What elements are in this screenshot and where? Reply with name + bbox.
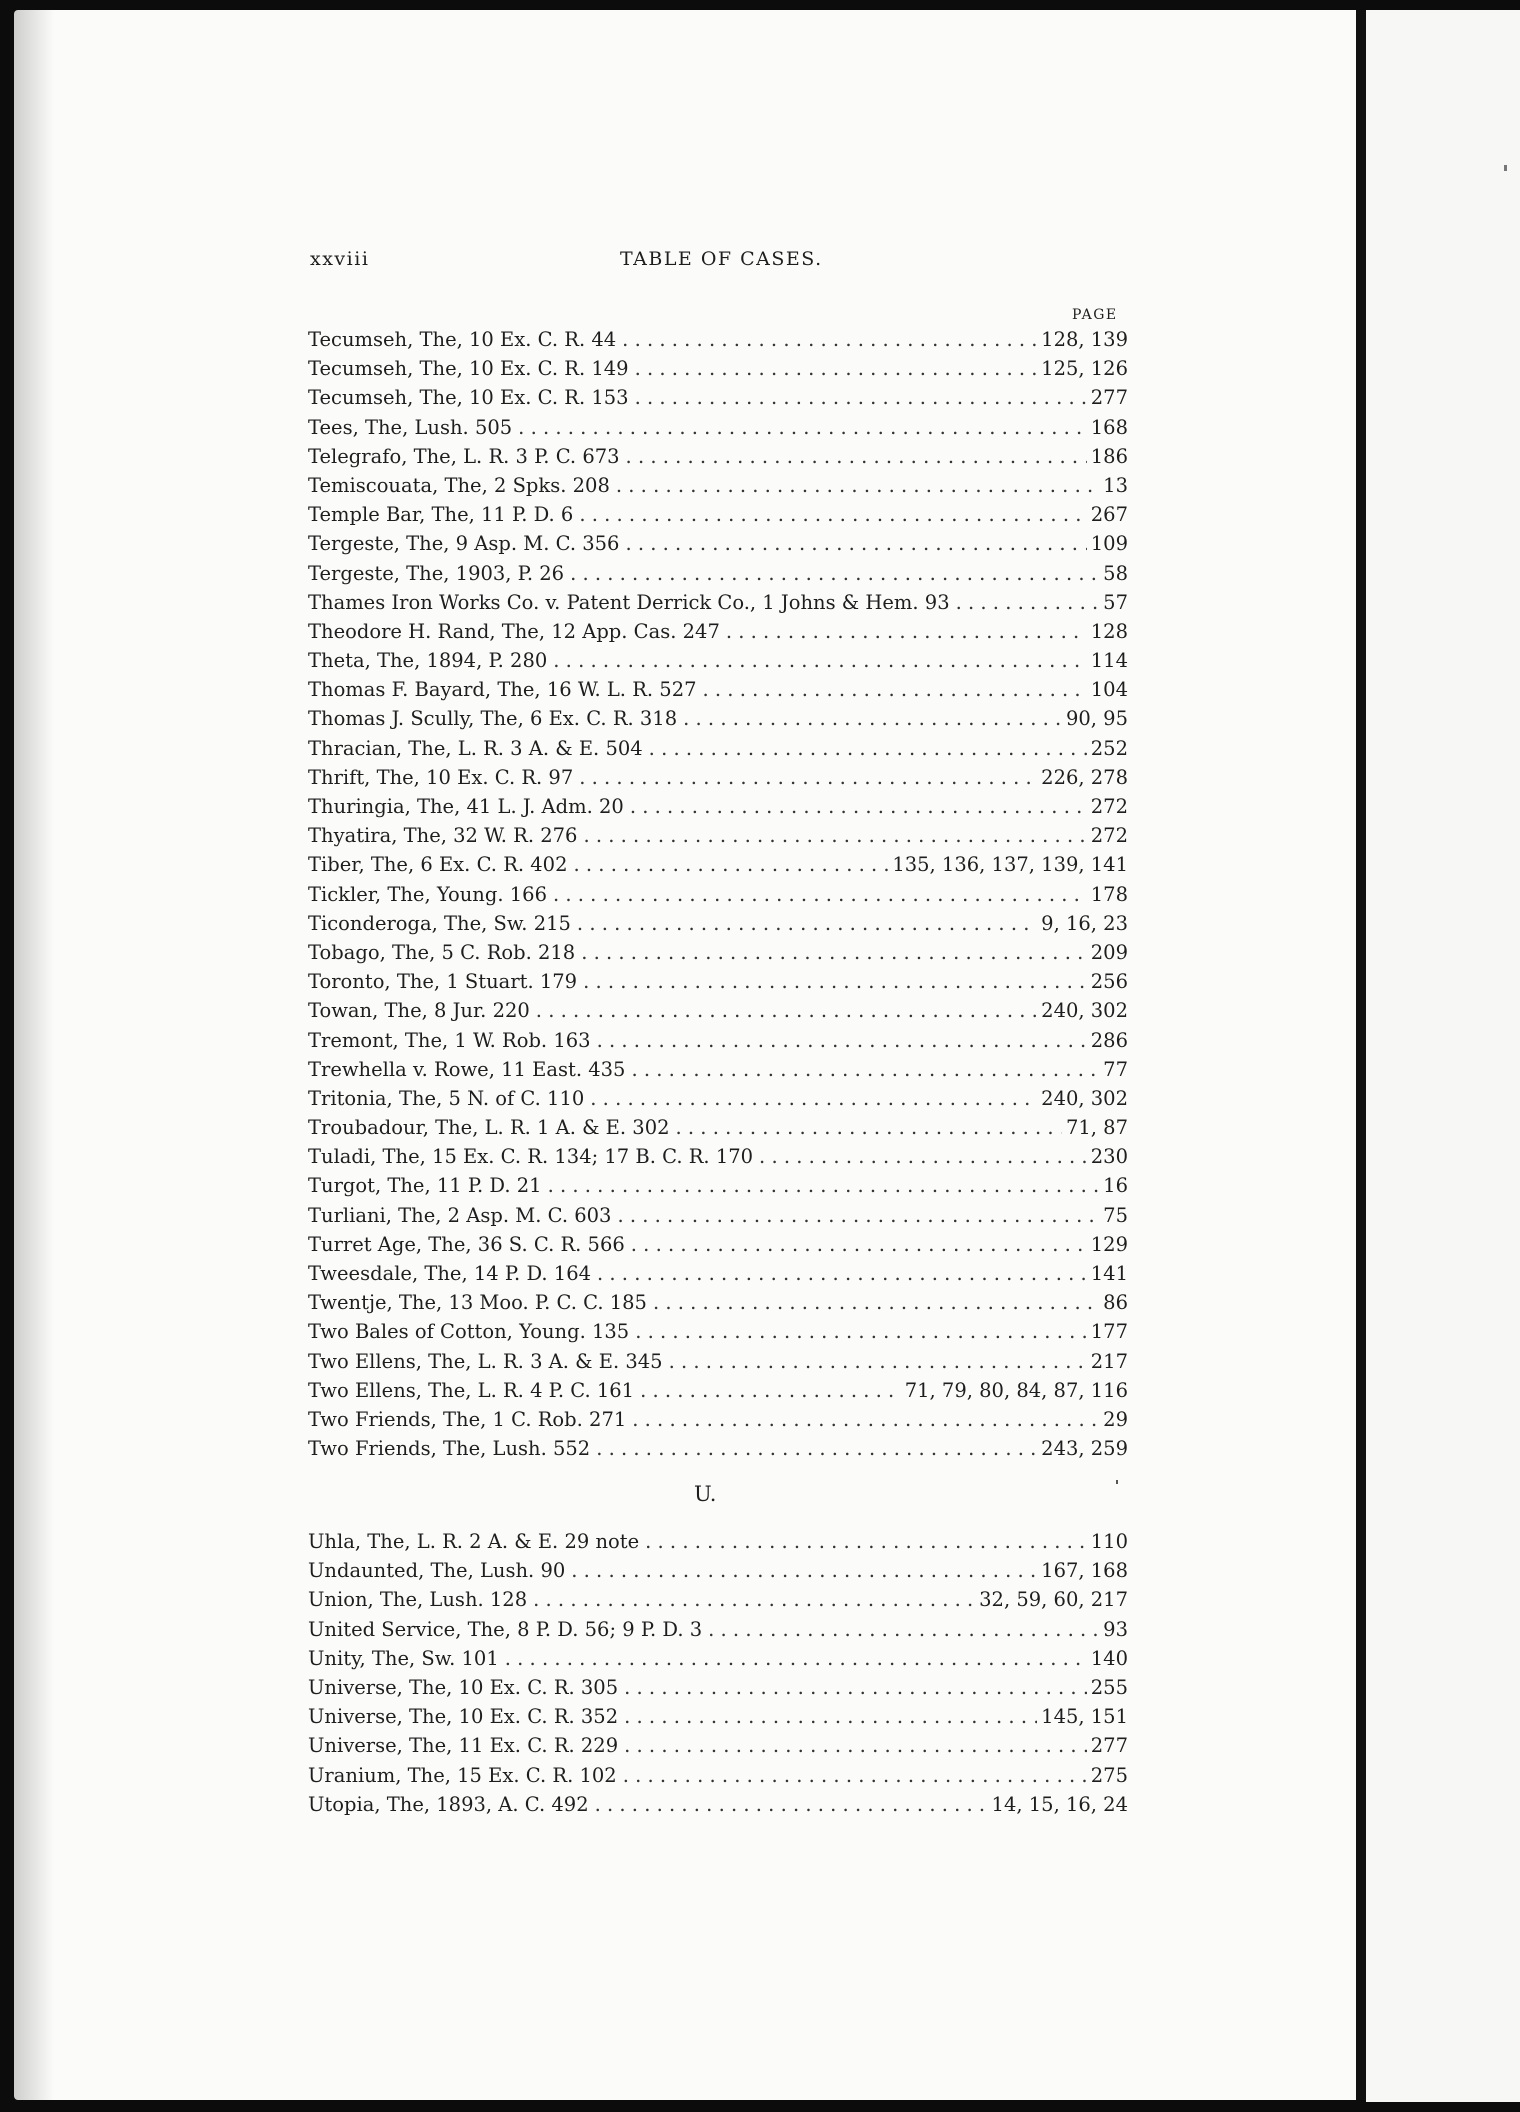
case-name: Tergeste, The, 1903, P. 26: [308, 561, 565, 585]
dot-leader: [708, 1618, 1099, 1641]
case-entry: [308, 912, 1128, 941]
case-entry: [308, 970, 1128, 999]
dot-leader: [623, 1764, 1087, 1787]
running-title: TABLE OF CASES.: [620, 248, 823, 270]
dot-leader: [635, 386, 1087, 409]
case-pages: 243, 259: [1041, 1437, 1128, 1461]
case-name: Ticonderoga, The, Sw. 215: [308, 911, 571, 935]
case-name: Thracian, The, L. R. 3 A. & E. 504: [308, 736, 643, 760]
case-entry: [308, 1734, 1128, 1763]
case-name: Uranium, The, 15 Ex. C. R. 102: [308, 1763, 617, 1787]
case-name: Tecumseh, The, 10 Ex. C. R. 149: [308, 357, 629, 381]
case-entry: [308, 1530, 1128, 1559]
dot-leader: [622, 328, 1037, 351]
case-pages: 77: [1103, 1057, 1128, 1081]
case-name: Thomas J. Scully, The, 6 Ex. C. R. 318: [308, 707, 678, 731]
case-entry: [308, 1437, 1128, 1466]
case-name: Two Ellens, The, L. R. 3 A. & E. 345: [308, 1349, 663, 1373]
case-pages: 140: [1090, 1646, 1128, 1670]
case-entry: [308, 1559, 1128, 1588]
case-entry: [308, 1676, 1128, 1705]
case-entry: [308, 1233, 1128, 1262]
case-name: Tecumseh, The, 10 Ex. C. R. 44: [308, 328, 617, 351]
page-folio: xxviii: [310, 248, 370, 270]
dot-leader: [669, 1350, 1087, 1373]
case-pages: 240, 302: [1041, 1086, 1128, 1110]
case-entry: [308, 1647, 1128, 1676]
print-speck: [1116, 1480, 1118, 1484]
dot-leader: [631, 1233, 1087, 1256]
dot-leader: [624, 1734, 1087, 1757]
binding-shadow: [14, 10, 54, 2100]
case-pages: 230: [1090, 1145, 1128, 1169]
dot-leader: [635, 357, 1038, 380]
dot-leader: [553, 883, 1087, 906]
running-header: [310, 248, 1130, 278]
dot-leader: [583, 824, 1086, 847]
case-pages: 141: [1090, 1262, 1128, 1285]
case-pages: 277: [1090, 1734, 1128, 1758]
case-pages: 32, 59, 60, 217: [979, 1588, 1128, 1612]
case-list-t: [308, 328, 1128, 1466]
case-name: Unity, The, Sw. 101: [308, 1646, 499, 1670]
case-name: Undaunted, The, Lush. 90: [308, 1559, 566, 1583]
dot-leader: [759, 1145, 1087, 1168]
case-pages: 167, 168: [1041, 1559, 1128, 1583]
case-name: Tiber, The, 6 Ex. C. R. 402: [308, 853, 568, 877]
case-entry: [308, 1320, 1128, 1349]
case-name: Universe, The, 10 Ex. C. R. 305: [308, 1675, 619, 1699]
case-entry: [308, 1291, 1128, 1320]
case-pages: 217: [1090, 1349, 1128, 1373]
case-pages: 104: [1090, 678, 1128, 702]
case-list-u: [308, 1530, 1128, 1822]
case-pages: 128: [1090, 619, 1128, 643]
case-name: Turgot, The, 11 P. D. 21: [308, 1174, 542, 1198]
dot-leader: [553, 649, 1086, 672]
case-entry: [308, 503, 1128, 532]
dot-leader: [597, 1029, 1087, 1052]
case-entry: [308, 532, 1128, 561]
case-entry: [308, 445, 1128, 474]
case-entry: [308, 795, 1128, 824]
dot-leader: [581, 941, 1087, 964]
case-name: Turret Age, The, 36 S. C. R. 566: [308, 1232, 625, 1256]
dot-leader: [571, 1559, 1037, 1582]
case-entry: [308, 1116, 1128, 1145]
case-name: Tremont, The, 1 W. Rob. 163: [308, 1028, 591, 1052]
page-column-label: PAGE: [1072, 307, 1118, 323]
dot-leader: [590, 1087, 1037, 1110]
case-name: Two Ellens, The, L. R. 4 P. C. 161: [308, 1378, 635, 1402]
case-entry: [308, 649, 1128, 678]
case-pages: 128, 139: [1041, 328, 1128, 351]
case-pages: 125, 126: [1041, 357, 1128, 381]
case-name: Temple Bar, The, 11 P. D. 6: [308, 503, 574, 527]
case-pages: 226, 278: [1041, 765, 1128, 789]
dot-leader: [616, 474, 1099, 497]
case-pages: 267: [1090, 503, 1128, 527]
case-name: Tees, The, Lush. 505: [308, 415, 513, 439]
case-name: Tergeste, The, 9 Asp. M. C. 356: [308, 532, 620, 556]
case-name: Two Bales of Cotton, Young. 135: [308, 1320, 630, 1344]
case-entry: [308, 1174, 1128, 1203]
case-name: Uhla, The, L. R. 2 A. & E. 29 note: [308, 1530, 640, 1553]
facing-page: [1366, 10, 1520, 2102]
case-pages: 14, 15, 16, 24: [991, 1792, 1128, 1816]
section-heading-u: U.: [694, 1482, 717, 1506]
case-name: Tecumseh, The, 10 Ex. C. R. 153: [308, 386, 629, 410]
case-pages: 168: [1090, 415, 1128, 439]
case-name: Tobago, The, 5 C. Rob. 218: [308, 940, 576, 964]
case-entry: [308, 357, 1128, 386]
dot-leader: [726, 620, 1087, 643]
case-entry: [308, 824, 1128, 853]
case-entry: [308, 1588, 1128, 1617]
case-entry: [308, 1705, 1128, 1734]
case-pages: 109: [1090, 532, 1128, 556]
case-pages: 93: [1103, 1617, 1128, 1641]
case-pages: 240, 302: [1041, 999, 1128, 1023]
case-pages: 13: [1103, 473, 1128, 497]
case-entry: [308, 562, 1128, 591]
dot-leader: [574, 853, 889, 876]
dot-leader: [956, 591, 1100, 614]
case-pages: 58: [1103, 561, 1128, 585]
case-name: Thuringia, The, 41 L. J. Adm. 20: [308, 795, 624, 818]
case-pages: 256: [1090, 970, 1128, 994]
case-name: Thyatira, The, 32 W. R. 276: [308, 824, 578, 848]
case-entry: [308, 620, 1128, 649]
case-name: Temiscouata, The, 2 Spks. 208: [308, 473, 610, 497]
case-entry: [308, 416, 1128, 445]
dot-leader: [505, 1647, 1087, 1670]
case-name: Theta, The, 1894, P. 280: [308, 649, 548, 673]
case-pages: 145, 151: [1041, 1705, 1128, 1729]
case-entry: [308, 1408, 1128, 1437]
case-pages: 86: [1103, 1291, 1128, 1315]
dot-leader: [536, 999, 1037, 1022]
case-entry: [308, 1379, 1128, 1408]
case-pages: 272: [1090, 824, 1128, 848]
case-entry: [308, 1145, 1128, 1174]
dot-leader: [683, 707, 1062, 730]
case-pages: 255: [1090, 1675, 1128, 1699]
case-name: Union, The, Lush. 128: [308, 1588, 528, 1612]
dot-leader: [579, 503, 1086, 526]
case-entry: [308, 883, 1128, 912]
case-entry: [308, 1764, 1128, 1793]
case-entry: [308, 1029, 1128, 1058]
case-name: Trewhella v. Rowe, 11 East. 435: [308, 1057, 626, 1081]
case-pages: 286: [1090, 1028, 1128, 1052]
case-entry: [308, 1618, 1128, 1647]
page-gutter: [1356, 10, 1366, 2100]
case-entry: [308, 328, 1128, 357]
case-pages: 75: [1103, 1203, 1128, 1227]
case-name: United Service, The, 8 P. D. 56; 9 P. D. 3: [308, 1617, 703, 1641]
case-name: Thames Iron Works Co. v. Patent Derrick Co., 1 Johns & Hem. 93: [308, 590, 950, 614]
case-entry: [308, 1058, 1128, 1087]
case-name: Twentje, The, 13 Moo. P. C. C. 185: [308, 1291, 647, 1315]
case-name: Universe, The, 11 Ex. C. R. 229: [308, 1734, 619, 1758]
dot-leader: [595, 1793, 988, 1816]
dot-leader: [653, 1291, 1099, 1314]
dot-leader: [630, 795, 1087, 818]
dot-leader: [533, 1588, 975, 1611]
dot-leader: [676, 1116, 1062, 1139]
case-name: Thrift, The, 10 Ex. C. R. 97: [308, 765, 574, 789]
case-entry: [308, 1087, 1128, 1116]
case-entry: [308, 1793, 1128, 1822]
case-pages: 57: [1103, 590, 1128, 614]
dot-leader: [626, 445, 1087, 468]
dot-leader: [617, 1204, 1099, 1227]
case-name: Telegrafo, The, L. R. 3 P. C. 673: [308, 444, 620, 468]
case-pages: 71, 79, 80, 84, 87, 116: [904, 1378, 1128, 1402]
case-pages: 272: [1090, 795, 1128, 818]
case-pages: 114: [1090, 649, 1128, 673]
case-name: Tweesdale, The, 14 P. D. 164: [308, 1262, 592, 1285]
case-name: Troubadour, The, L. R. 1 A. & E. 302: [308, 1116, 670, 1140]
case-pages: 209: [1090, 940, 1128, 964]
dot-leader: [631, 1058, 1099, 1081]
dot-leader: [640, 1379, 901, 1402]
dot-leader: [579, 766, 1037, 789]
case-pages: 178: [1090, 882, 1128, 906]
case-pages: 135, 136, 137, 139, 141: [892, 853, 1128, 877]
dot-leader: [596, 1437, 1037, 1460]
dot-leader: [649, 737, 1087, 760]
case-pages: 9, 16, 23: [1041, 911, 1128, 935]
facing-page-mark: [1504, 165, 1507, 171]
case-entry: [308, 707, 1128, 736]
case-pages: 186: [1090, 444, 1128, 468]
case-entry: [308, 737, 1128, 766]
case-entry: [308, 1204, 1128, 1233]
dot-leader: [548, 1174, 1100, 1197]
dot-leader: [577, 912, 1037, 935]
case-name: Towan, The, 8 Jur. 220: [308, 999, 530, 1023]
case-entry: [308, 941, 1128, 970]
case-pages: 277: [1090, 386, 1128, 410]
case-pages: 29: [1103, 1407, 1128, 1431]
dot-leader: [570, 562, 1099, 585]
case-pages: 177: [1090, 1320, 1128, 1344]
case-entry: [308, 999, 1128, 1028]
dot-leader: [703, 678, 1087, 701]
case-name: Toronto, The, 1 Stuart. 179: [308, 970, 578, 994]
case-pages: 16: [1103, 1174, 1128, 1198]
dot-leader: [624, 1676, 1087, 1699]
dot-leader: [632, 1408, 1099, 1431]
case-name: Turliani, The, 2 Asp. M. C. 603: [308, 1203, 612, 1227]
case-entry: [308, 1350, 1128, 1379]
case-entry: [308, 678, 1128, 707]
case-name: Thomas F. Bayard, The, 16 W. L. R. 527: [308, 678, 697, 702]
dot-leader: [635, 1320, 1087, 1343]
case-entry: [308, 474, 1128, 503]
case-pages: 71, 87: [1065, 1116, 1128, 1140]
case-pages: 110: [1090, 1530, 1128, 1553]
dot-leader: [597, 1262, 1087, 1285]
case-pages: 252: [1090, 736, 1128, 760]
case-entry: [308, 766, 1128, 795]
case-entry: [308, 386, 1128, 415]
dot-leader: [518, 416, 1087, 439]
dot-leader: [625, 532, 1086, 555]
case-pages: 90, 95: [1065, 707, 1128, 731]
case-name: Tuladi, The, 15 Ex. C. R. 134; 17 B. C. R. 170: [308, 1145, 754, 1169]
case-name: Theodore H. Rand, The, 12 App. Cas. 247: [308, 619, 720, 643]
case-entry: [308, 853, 1128, 882]
case-entry: [308, 1262, 1128, 1291]
dot-leader: [624, 1705, 1037, 1728]
dot-leader: [645, 1530, 1087, 1553]
case-name: Two Friends, The, Lush. 552: [308, 1437, 591, 1461]
case-name: Two Friends, The, 1 C. Rob. 271: [308, 1407, 627, 1431]
dot-leader: [583, 970, 1087, 993]
case-name: Universe, The, 10 Ex. C. R. 352: [308, 1705, 619, 1729]
case-pages: 275: [1090, 1763, 1128, 1787]
case-name: Tickler, The, Young. 166: [308, 882, 547, 906]
case-entry: [308, 591, 1128, 620]
case-pages: 129: [1090, 1232, 1128, 1256]
case-name: Tritonia, The, 5 N. of C. 110: [308, 1086, 585, 1110]
case-name: Utopia, The, 1893, A. C. 492: [308, 1792, 589, 1816]
